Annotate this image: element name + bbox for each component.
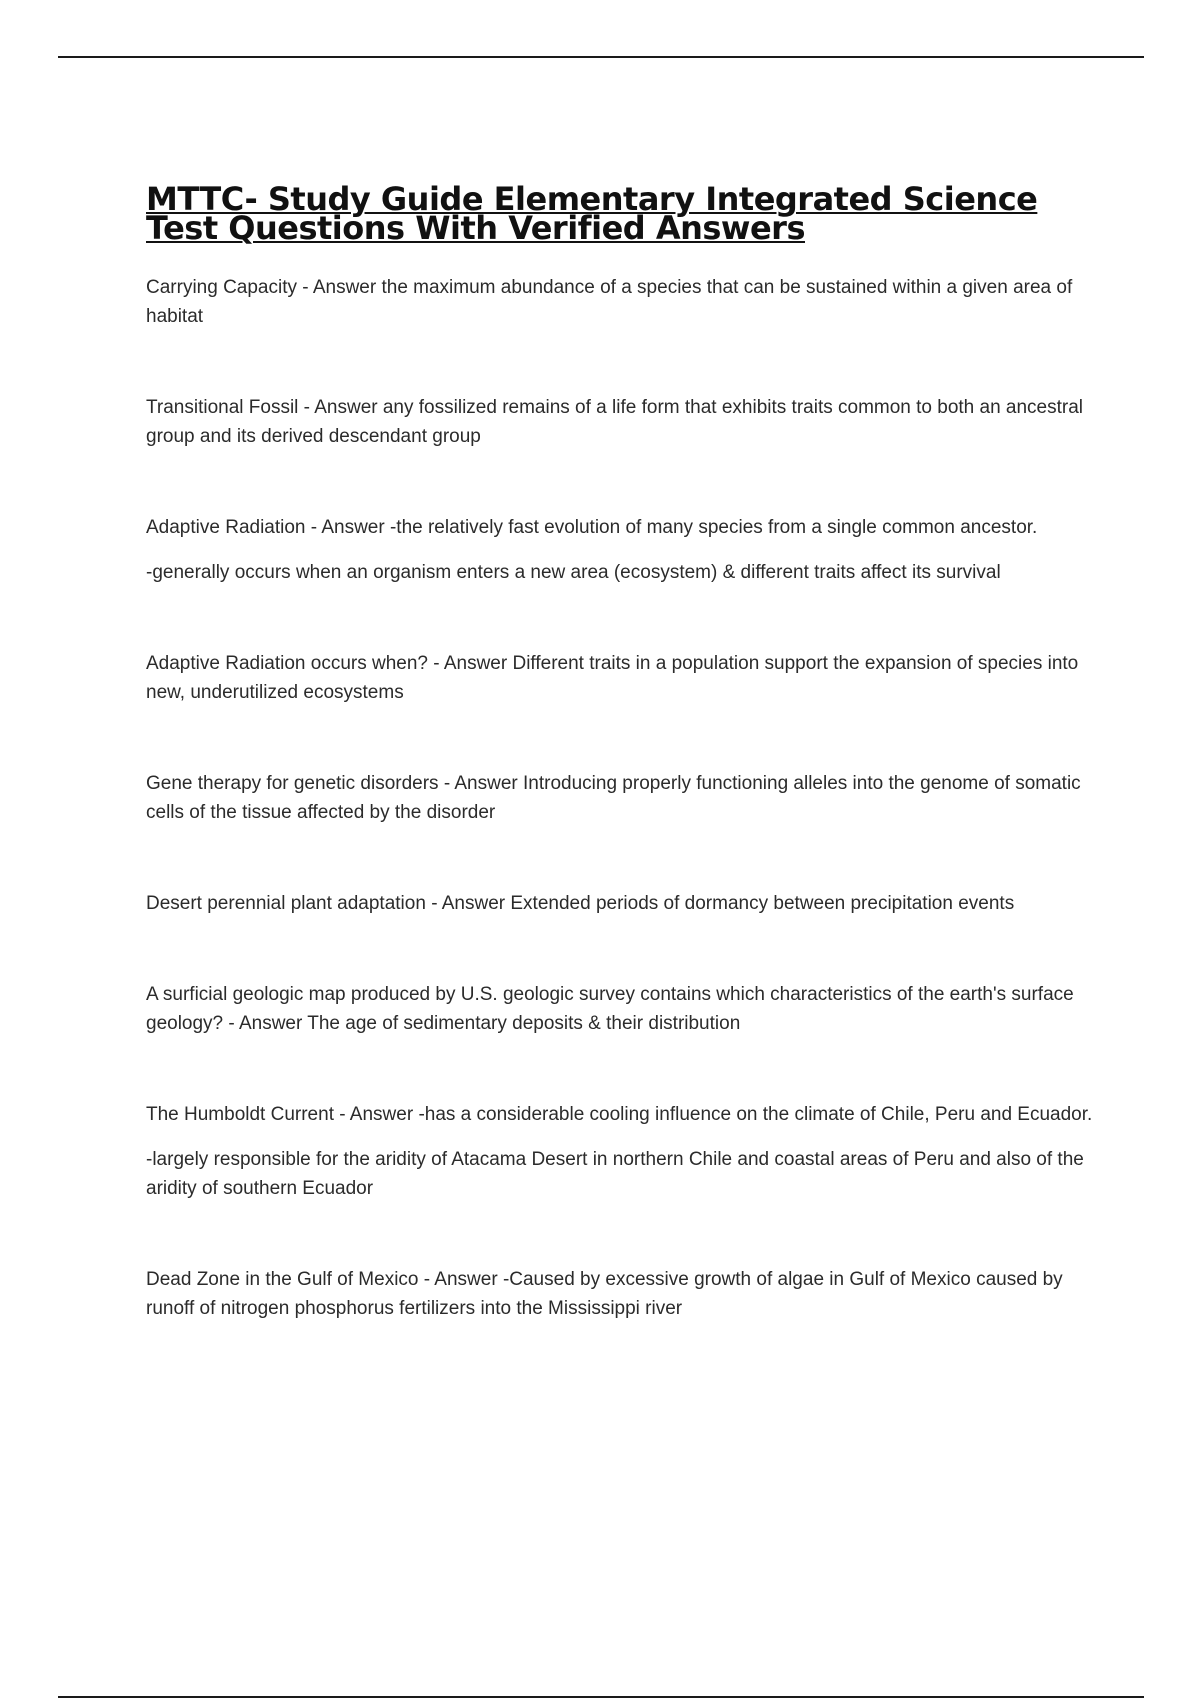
- qa-text: Carrying Capacity - Answer the maximum abundance of a species that can be sustained within a given area of habitat: [146, 277, 1073, 327]
- qa-text: The Humboldt Current - Answer -has a considerable cooling influence on the climate of Chile, Peru and Ecuador.: [146, 1104, 1093, 1125]
- qa-text: A surficial geologic map produced by U.S. geologic survey contains which characteristics of the earth's surface geology? - Answer The age of sedimentary deposits & their distribution: [146, 984, 1074, 1034]
- qa-entry: [146, 393, 1096, 451]
- qa-entry: [146, 649, 1096, 707]
- qa-text: -largely responsible for the aridity of Atacama Desert in northern Chile and coastal areas of Peru and also of the aridity of southern Ecuador: [146, 1149, 1084, 1199]
- qa-entry: [146, 769, 1096, 827]
- qa-entry: [146, 980, 1096, 1038]
- top-divider: [58, 56, 1144, 58]
- qa-entry: [146, 1265, 1096, 1323]
- qa-entry: [146, 273, 1096, 331]
- qa-text: Adaptive Radiation - Answer -the relatively fast evolution of many species from a single common ancestor.: [146, 517, 1038, 538]
- qa-entry: [146, 889, 1096, 918]
- bottom-divider: [58, 1696, 1144, 1698]
- qa-text: -generally occurs when an organism enters a new area (ecosystem) & different traits affect its survival: [146, 562, 1001, 583]
- qa-text: Adaptive Radiation occurs when? - Answer Different traits in a population support the expansion of species into new, underutilized ecosystems: [146, 653, 1079, 703]
- qa-text: Gene therapy for genetic disorders - Answer Introducing properly functioning alleles into the genome of somatic cells of the tissue affected by the disorder: [146, 773, 1081, 823]
- document-body: [146, 180, 1096, 1385]
- qa-text: Transitional Fossil - Answer any fossilized remains of a life form that exhibits traits common to both an ancestral group and its derived descendant group: [146, 397, 1084, 447]
- document-title: MTTC- Study Guide Elementary Integrated Science Test Questions With Verified Answers: [146, 180, 1038, 247]
- qa-entry: [146, 513, 1096, 587]
- qa-text: Dead Zone in the Gulf of Mexico - Answer -Caused by excessive growth of algae in Gulf of Mexico caused by runoff of nitrogen phosphorus fertilizers into the Mississippi river: [146, 1269, 1063, 1319]
- qa-text: Desert perennial plant adaptation - Answer Extended periods of dormancy between precipitation events: [146, 893, 1015, 914]
- qa-entry: [146, 1100, 1096, 1203]
